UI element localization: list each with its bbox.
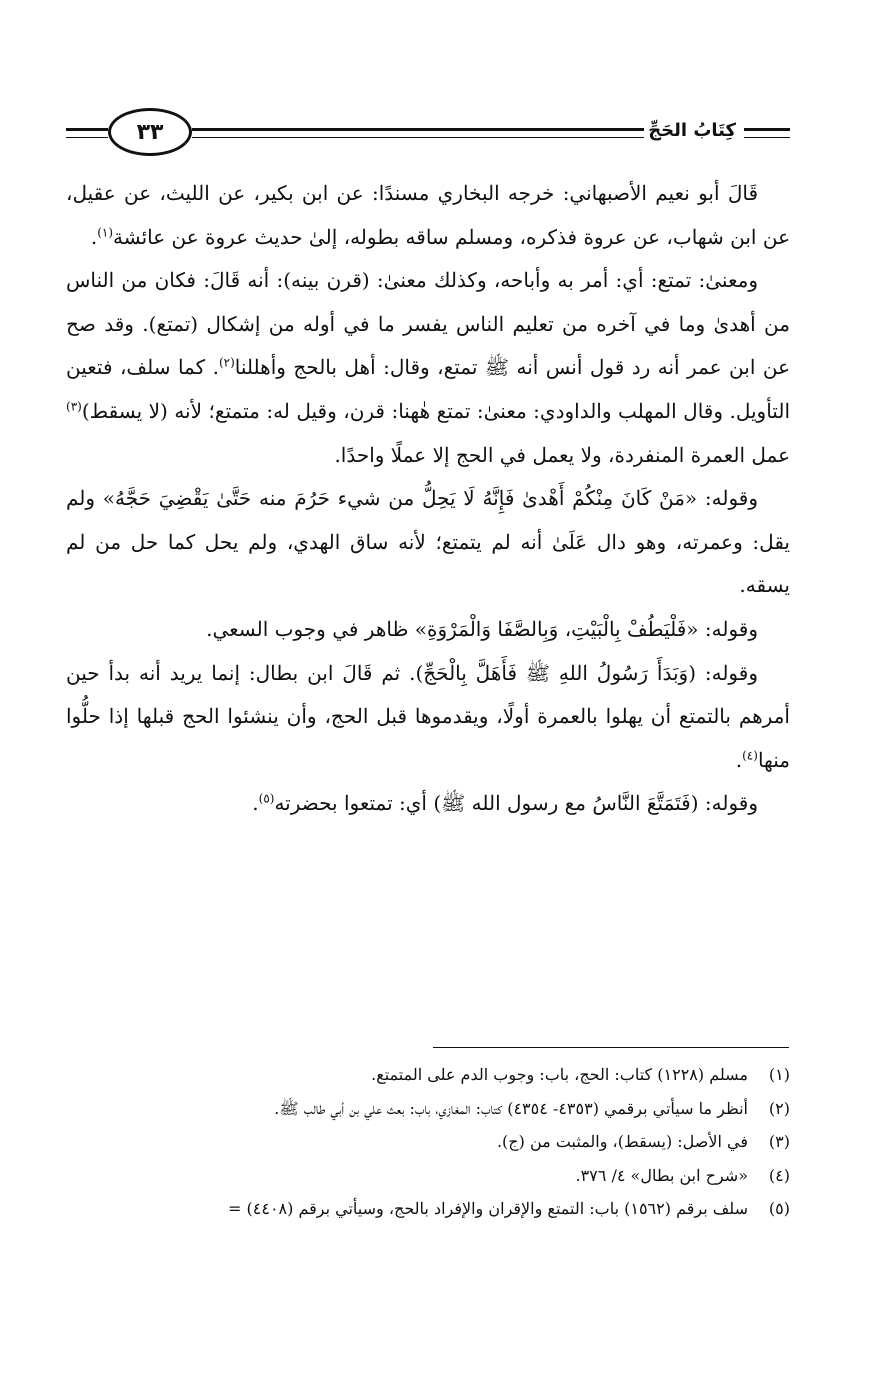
footnote-item <box>66 1125 790 1159</box>
paragraph-text: وقوله: «فَلْيَطُفْ بِالْبَيْتِ، وَبِالصَّفَا وَالْمَرْوَةِ» ظاهر في وجوب السعي. <box>206 616 758 641</box>
footnote-text: في الأصل: (يسقط)، والمثبت من (ج). <box>496 1132 748 1152</box>
paragraph-tail: . <box>735 747 743 772</box>
footnote-number: (١) <box>768 1065 790 1084</box>
paragraph-tail: . <box>252 791 259 816</box>
paragraph-4 <box>66 608 790 652</box>
footnote-item <box>66 1058 790 1092</box>
footnote-text: أنظر ما سيأتي برقمي (٤٣٥٣- ٤٣٥٤) كتاب: المغازي، باب: بعث علي بن أبي طالب ﷺ. <box>274 1098 748 1118</box>
header-rule-right <box>744 128 790 138</box>
header-rule-left <box>66 128 108 138</box>
footnote-number: (٢) <box>768 1098 790 1118</box>
header-rule-middle <box>192 128 644 138</box>
footnote-item <box>66 1092 790 1126</box>
main-text <box>66 172 790 826</box>
paragraph-tail: . كما سلف، فتعين التأويل. وقال المهلب والداودي: معنىٰ: تمتع هٰهنا: قرن، وقيل له: متمتع؛ لأنه (لا يسقط) <box>66 355 790 423</box>
paragraph-5 <box>66 652 790 783</box>
paragraph-text: وقوله: (فَتَمَتَّعَ النَّاسُ مع رسول الله ﷺ) أي: تمتعوا بحضرته <box>274 791 758 816</box>
paragraph-tail: عمل العمرة المنفردة، ولا يعمل في الحج إلا عملًا واحدًا. <box>334 442 790 467</box>
footnote-item <box>66 1159 790 1193</box>
paragraph-6 <box>66 782 790 826</box>
footnote-text: مسلم (١٢٢٨) كتاب: الحج، باب: وجوب الدم على المتمتع. <box>371 1065 748 1084</box>
footnote-ref: (١) <box>97 224 114 239</box>
footnotes <box>66 1058 790 1226</box>
footnote-text: سلف برقم (١٥٦٢) باب: التمتع والإقران والإفراد بالحج، وسيأتي برقم (٤٤٠٨) = <box>228 1199 748 1219</box>
paragraph-3 <box>66 477 790 608</box>
paragraph-tail: . <box>90 224 98 249</box>
paragraph-text: وقوله: (وَبَدَأَ رَسُولُ اللهِ ﷺ فَأَهَلَّ بِالْحَجِّ). ثم قَالَ ابن بطال: إنما يريد أنه بدأ حين أمرهم بالتمتع أن يهلوا بالعمرة أولًا، ويقدموها قبل الحج، وأن ينشئوا الحج قبلها إذا حلُّوا منها <box>66 660 790 772</box>
footnote-number: (٣) <box>768 1132 790 1152</box>
chapter-title: كِتَابُ الحَجِّ <box>648 120 736 141</box>
paragraph-text: قَالَ أبو نعيم الأصبهاني: خرجه البخاري مسندًا: عن ابن بكير، عن الليث، عن عقيل، عن ابن شهاب، عن عروة فذكره، ومسلم ساقه بطوله، إلىٰ حديث عروة عن عائشة <box>66 181 790 249</box>
paragraph-text: وقوله: «مَنْ كَانَ مِنْكُمْ أَهْدىٰ فَإِنَّهُ لَا يَحِلُّ من شيء حَرُمَ منه حَتَّىٰ يَقْضِيَ حَجَّهُ» ولم يقل: وعمرته، وهو دال عَلَىٰ أنه لم يتمتع؛ لأنه ساق الهدي، ولم يحل كما حل من لم يسقه. <box>66 486 790 598</box>
footnote-ref: (٥) <box>258 791 275 806</box>
page-number: ٣٣ <box>108 108 192 156</box>
footnote-ref: (٤) <box>742 748 758 763</box>
paragraph-2 <box>66 259 790 477</box>
footnote-number: (٥) <box>768 1199 790 1219</box>
footnote-item <box>66 1192 790 1226</box>
footnote-text: «شرح ابن بطال» ٤/ ٣٧٦. <box>575 1165 748 1185</box>
footnote-ref: (٣) <box>66 399 82 414</box>
paragraph-text: ومعنىٰ: تمتع: أي: أمر به وأباحه، وكذلك معنىٰ: (قرن بينه): أنه قَالَ: فكان من الناس من أهدىٰ وما في آخره من تعليم الناس يفسر ما في أوله من إشكال (تمتع). وقد صح عن ابن عمر أنه رد قول أنس أنه ﷺ تمتع، وقال: أهل بالحج وأهللنا <box>66 268 790 380</box>
footnote-number: (٤) <box>768 1165 790 1185</box>
footnote-separator <box>433 1047 789 1048</box>
footnote-ref: (٢) <box>218 355 235 370</box>
paragraph-1 <box>66 172 790 259</box>
running-header <box>66 108 790 160</box>
